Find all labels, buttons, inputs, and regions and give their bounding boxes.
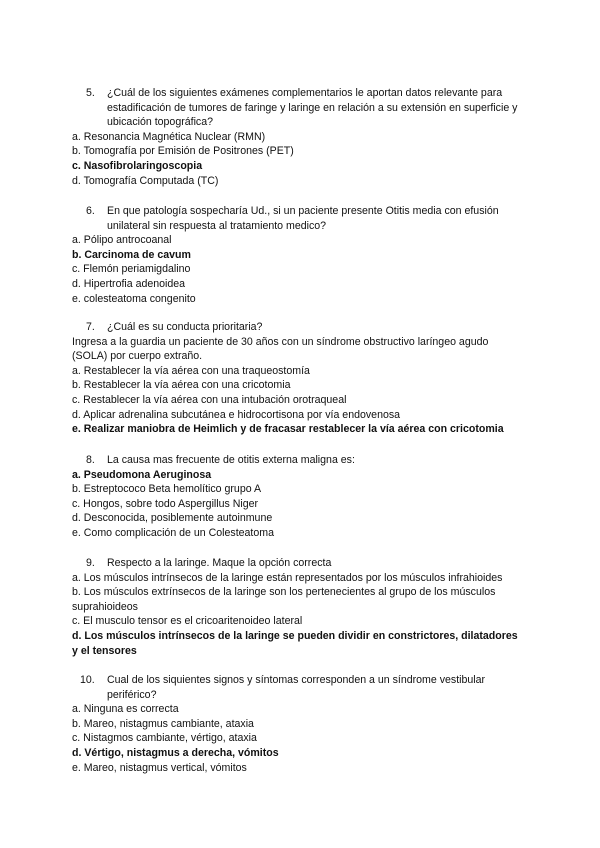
option-e-correct: e. Realizar maniobra de Heimlich y de fracasar restablecer la vía aérea con cricotomia xyxy=(72,423,504,436)
option-b: b. Mareo, nistagmus cambiante, ataxia xyxy=(72,717,254,730)
option-c: c. Restablecer la vía aérea con una intubación orotraqueal xyxy=(72,393,347,406)
question-prompt xyxy=(0,86,600,130)
question-number: 6. xyxy=(86,205,95,217)
question-text: Respecto a la laringe. Maque la opción correcta xyxy=(107,557,332,569)
question-text: Cual de los siquientes signos y síntomas corresponden a un síndrome vestibular periférico? xyxy=(107,674,486,701)
question-number: 9. xyxy=(86,557,95,569)
option-c: c. El musculo tensor es el cricoaritenoideo lateral xyxy=(72,615,303,628)
option-c: c. Flemón periamigdalino xyxy=(72,263,191,276)
question-prompt xyxy=(0,556,600,571)
option-b: b. Los músculos extrínsecos de la laringe son los pertenecientes al grupo de los músculos suprahioideos xyxy=(72,586,496,613)
option-d-correct: d. Vértigo, nistagmus a derecha, vómitos xyxy=(72,746,279,759)
option-c-correct: c. Nasofibrolaringoscopia xyxy=(72,159,203,172)
question-number: 10. xyxy=(80,674,95,686)
question-stem: Ingresa a la guardia un paciente de 30 años con un síndrome obstructivo laríngeo agudo (SOLA) por cuerpo extraño. xyxy=(72,335,489,363)
option-a: a. Pólipo antrocoanal xyxy=(72,234,172,247)
option-d-correct: d. Los músculos intrínsecos de la laringe se pueden dividir en constrictores, dilatadores y el tensores xyxy=(72,629,518,657)
option-d: d. Hipertrofia adenoidea xyxy=(72,277,186,290)
question-text: En que patología sospecharía Ud., si un paciente presente Otitis media con efusión unilateral sin respuesta al tratamiento medico? xyxy=(107,205,499,232)
question-prompt xyxy=(0,453,600,468)
question-7 xyxy=(0,320,600,437)
option-a: a. Resonancia Magnética Nuclear (RMN) xyxy=(72,130,266,143)
option-d: d. Aplicar adrenalina subcutánea e hidrocortisona por vía endovenosa xyxy=(72,408,401,421)
option-a: a. Los músculos intrínsecos de la laringe están representados por los músculos infrahioides xyxy=(72,571,503,584)
question-number: 8. xyxy=(86,454,95,466)
option-b-correct: b. Carcinoma de cavum xyxy=(72,248,191,261)
option-d: d. Desconocida, posiblemente autoinmune xyxy=(72,512,273,525)
option-b: b. Tomografía por Emisión de Positrones (PET) xyxy=(72,145,294,158)
question-text: ¿Cuál de los siguientes exámenes complementarios le aportan datos relevante para estadificación de tumores de faringe y laringe en relación a su extensión en superficie y ubicación topográfica? xyxy=(107,87,518,129)
option-a: a. Restablecer la vía aérea con una traqueostomía xyxy=(72,364,310,377)
option-a: a. Ninguna es correcta xyxy=(72,703,179,716)
question-prompt xyxy=(0,320,600,335)
question-6 xyxy=(0,204,600,306)
option-e: e. Mareo, nistagmus vertical, vómitos xyxy=(72,761,247,774)
option-b: b. Restablecer la vía aérea con una cricotomia xyxy=(72,379,291,392)
option-e: e. Como complicación de un Colesteatoma xyxy=(72,526,274,539)
question-prompt xyxy=(0,204,600,233)
option-c: c. Nistagmos cambiante, vértigo, ataxia xyxy=(72,732,257,745)
question-text: La causa mas frecuente de otitis externa maligna es: xyxy=(107,454,355,466)
question-8 xyxy=(0,453,600,541)
question-number: 7. xyxy=(86,321,95,333)
option-d: d. Tomografía Computada (TC) xyxy=(72,174,219,187)
question-10 xyxy=(0,673,600,775)
option-c: c. Hongos, sobre todo Aspergillus Niger xyxy=(72,497,259,510)
question-5 xyxy=(0,86,600,188)
question-number: 5. xyxy=(86,87,95,99)
question-text: ¿Cuál es su conducta prioritaria? xyxy=(107,321,263,333)
option-e: e. colesteatoma congenito xyxy=(72,292,196,305)
option-b: b. Estreptococo Beta hemolítico grupo A xyxy=(72,483,262,496)
question-prompt xyxy=(0,673,600,702)
option-a-correct: a. Pseudomona Aeruginosa xyxy=(72,468,212,481)
question-9 xyxy=(0,556,600,658)
